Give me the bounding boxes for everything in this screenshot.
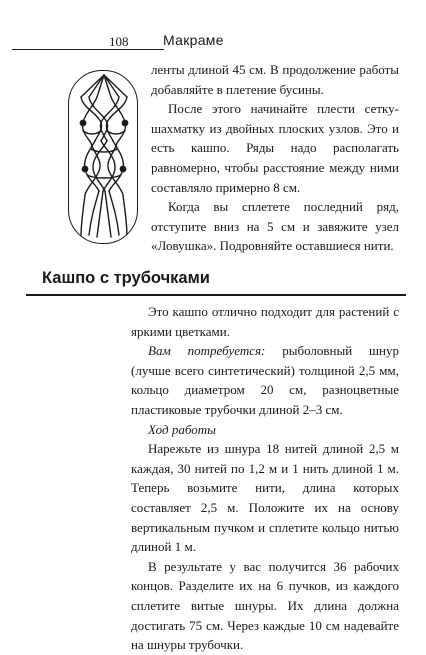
- running-title: Макраме: [163, 32, 224, 48]
- materials-paragraph: [131, 341, 399, 419]
- section-body: [131, 302, 399, 655]
- section-paragraph-3: В результате у вас получится 36 рабочих концов. Разделите их на 6 пучков, из каждого сплетите витые шнуры. Их длина должна достигать 75 см. Через каждые 10 см надевайте на шнуры трубочки.: [131, 558, 399, 653]
- page-header: [0, 0, 426, 56]
- intro-paragraph-1: ленты длиной 45 см. В продолжение работы добавляйте в плетение бусины.: [151, 62, 399, 97]
- macrame-illustration: [68, 70, 138, 244]
- workflow-heading: Ход работы: [148, 421, 216, 437]
- materials-label: Вам потребуется:: [148, 343, 266, 359]
- section-paragraph-2: Нарежьте из шнура 18 нитей длиной 2,5 м каждая, 30 нитей по 1,2 м и 1 нить длиной 1 м. Теперь возьмите нити, длина которых составляет 2,5 м. Положите их на основу вертикальным пучком и сплетите кольцо нитью длиной 1 м.: [131, 441, 399, 555]
- section-paragraph-1: Это кашпо отлично подходит для растений с яркими цветками.: [131, 304, 399, 339]
- page-number: 108: [109, 34, 129, 49]
- section-rule: [26, 294, 406, 296]
- intro-paragraph-3: Когда вы сплетете последний ряд, отступите вниз на 5 см и завяжите узел «Ловушка». Подровняйте оставшиеся нити.: [151, 199, 399, 254]
- section-title: Кашпо с трубочками: [42, 269, 210, 287]
- macrame-drawing: [69, 71, 138, 244]
- materials-text: рыболовный шнур (лучше всего синтетический) толщиной 2,5 мм, кольцо диаметром 20 см, разноцветные пластиковые трубочки длиной 2–3 см.: [131, 343, 399, 417]
- header-rule: [12, 49, 164, 50]
- intro-text: [151, 60, 399, 256]
- intro-paragraph-2: После этого начинайте плести сетку-шахматку из двойных плоских узлов. Это и есть кашпо. Ряды надо располагать равномерно, чтобы расстояние между ними составляло примерно 8 см.: [151, 101, 399, 195]
